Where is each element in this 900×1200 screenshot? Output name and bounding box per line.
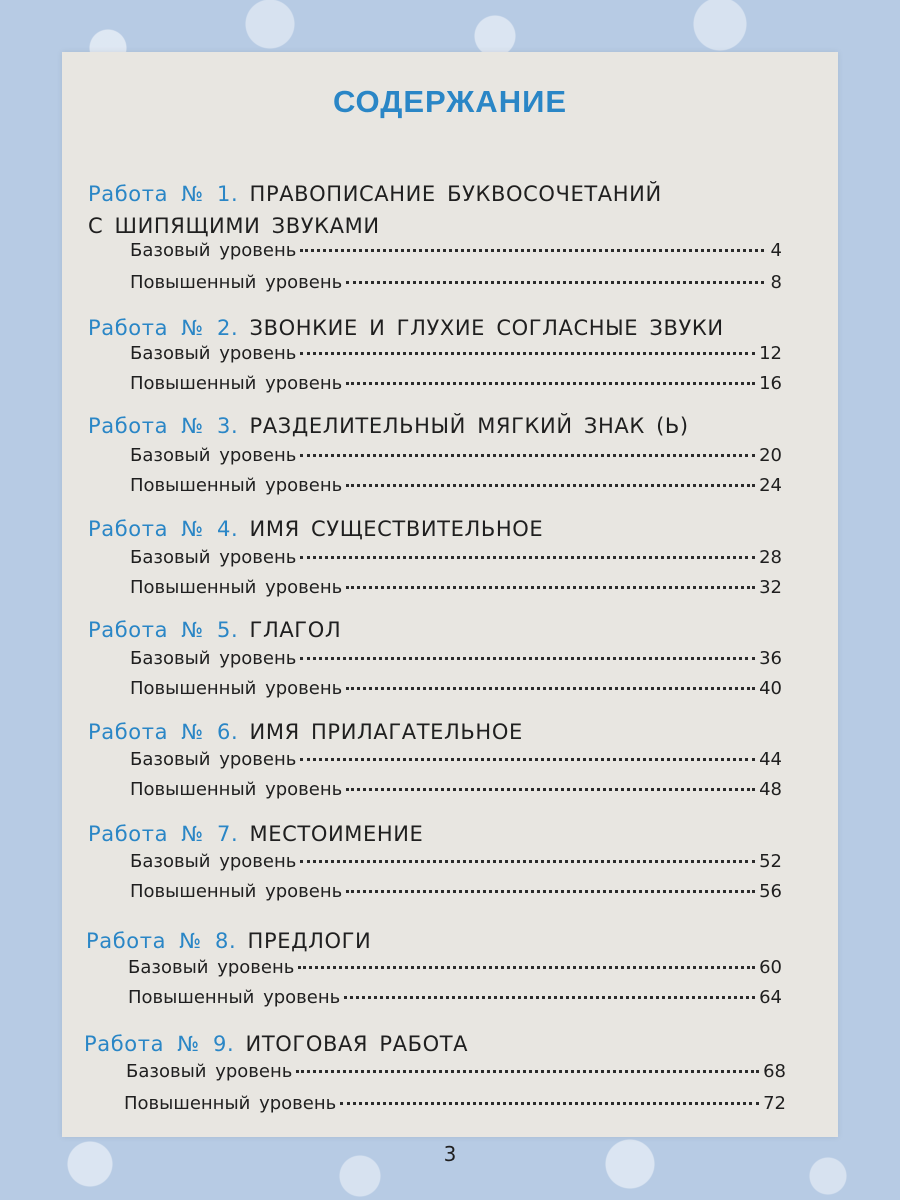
level-label: Повышенный уровень (130, 881, 343, 902)
page-number: 3 (443, 1142, 457, 1166)
toc-heading (84, 1028, 468, 1060)
level-label: Повышенный уровень (124, 1093, 337, 1114)
dot-leader (298, 966, 755, 969)
dot-leader (296, 1070, 759, 1073)
toc-row-advanced[interactable] (130, 373, 782, 403)
level-label: Повышенный уровень (130, 779, 343, 800)
page-ref: 40 (759, 678, 782, 699)
dot-leader (300, 249, 764, 252)
toc-heading (86, 925, 371, 957)
toc-row-advanced[interactable] (124, 1093, 786, 1123)
level-label: Базовый уровень (130, 445, 297, 466)
level-label: Базовый уровень (130, 240, 297, 261)
level-label: Базовый уровень (130, 648, 297, 669)
work-number: Работа № 5. (88, 618, 239, 642)
page-ref: 64 (759, 987, 782, 1008)
toc-heading (88, 410, 689, 442)
dot-leader (340, 1102, 759, 1105)
work-topic: ЗВОНКИЕ И ГЛУХИЕ СОГЛАСНЫЕ ЗВУКИ (249, 316, 724, 340)
toc-row-base[interactable] (126, 1061, 786, 1091)
toc-row-advanced[interactable] (130, 272, 782, 302)
dot-leader (344, 996, 755, 999)
work-topic: РАЗДЕЛИТЕЛЬНЫЙ МЯГКИЙ ЗНАК (Ь) (249, 414, 689, 438)
work-topic: ГЛАГОЛ (249, 618, 342, 642)
page-ref: 32 (759, 577, 782, 598)
work-topic: ИТОГОВАЯ РАБОТА (245, 1032, 469, 1056)
toc-row-advanced[interactable] (130, 678, 782, 708)
toc-row-advanced[interactable] (130, 779, 782, 809)
work-number: Работа № 7. (88, 822, 239, 846)
page-ref: 28 (759, 547, 782, 568)
page-ref: 56 (759, 881, 782, 902)
page-ref: 4 (770, 240, 782, 261)
dot-leader (346, 788, 755, 791)
page-ref: 12 (759, 343, 782, 364)
work-number: Работа № 9. (84, 1032, 235, 1056)
page-ref: 52 (759, 851, 782, 872)
toc-row-base[interactable] (130, 240, 782, 270)
toc-heading (88, 178, 662, 242)
level-label: Повышенный уровень (130, 475, 343, 496)
dot-leader (346, 281, 764, 284)
dot-leader (346, 586, 755, 589)
page-ref: 44 (759, 749, 782, 770)
work-number: Работа № 8. (86, 929, 237, 953)
page-ref: 68 (763, 1061, 786, 1082)
toc-row-base[interactable] (130, 547, 782, 577)
level-label: Повышенный уровень (130, 373, 343, 394)
page-title: СОДЕРЖАНИЕ (332, 84, 568, 119)
level-label: Базовый уровень (128, 957, 295, 978)
dot-leader (300, 758, 755, 761)
toc-row-base[interactable] (128, 957, 782, 987)
dot-leader (346, 382, 755, 385)
dot-leader (300, 352, 755, 355)
toc-row-base[interactable] (130, 343, 782, 373)
toc-row-base[interactable] (130, 851, 782, 881)
toc-row-base[interactable] (130, 648, 782, 678)
work-number: Работа № 3. (88, 414, 239, 438)
page-ref: 16 (759, 373, 782, 394)
level-label: Базовый уровень (126, 1061, 293, 1082)
work-number: Работа № 2. (88, 316, 239, 340)
dot-leader (300, 556, 755, 559)
page-ref: 8 (770, 272, 782, 293)
toc-row-base[interactable] (130, 445, 782, 475)
page-ref: 60 (759, 957, 782, 978)
dot-leader (346, 687, 755, 690)
dot-leader (300, 454, 755, 457)
page-ref: 36 (759, 648, 782, 669)
level-label: Повышенный уровень (128, 987, 341, 1008)
page-ref: 72 (763, 1093, 786, 1114)
level-label: Базовый уровень (130, 547, 297, 568)
work-topic: ИМЯ ПРИЛАГАТЕЛЬНОЕ (249, 720, 523, 744)
level-label: Базовый уровень (130, 343, 297, 364)
work-topic: ПРАВОПИСАНИЕ БУКВОСОЧЕТАНИЙ (249, 182, 662, 206)
toc-heading (88, 818, 423, 850)
page-ref: 24 (759, 475, 782, 496)
work-topic-continued: С ШИПЯЩИМИ ЗВУКАМИ (88, 214, 380, 238)
level-label: Базовый уровень (130, 749, 297, 770)
level-label: Базовый уровень (130, 851, 297, 872)
toc-row-advanced[interactable] (130, 475, 782, 505)
dot-leader (346, 890, 755, 893)
toc-row-advanced[interactable] (130, 577, 782, 607)
page-ref: 48 (759, 779, 782, 800)
page-ref: 20 (759, 445, 782, 466)
work-number: Работа № 4. (88, 517, 239, 541)
toc-row-advanced[interactable] (128, 987, 782, 1017)
toc-heading (88, 614, 341, 646)
toc-row-base[interactable] (130, 749, 782, 779)
dot-leader (300, 860, 755, 863)
level-label: Повышенный уровень (130, 272, 343, 293)
toc-heading (88, 513, 543, 545)
dot-leader (346, 484, 755, 487)
work-topic: ПРЕДЛОГИ (247, 929, 372, 953)
work-topic: МЕСТОИМЕНИЕ (249, 822, 424, 846)
work-topic: ИМЯ СУЩЕСТВИТЕЛЬНОЕ (249, 517, 544, 541)
dot-leader (300, 657, 755, 660)
toc-heading (88, 312, 724, 344)
level-label: Повышенный уровень (130, 577, 343, 598)
work-number: Работа № 6. (88, 720, 239, 744)
toc-heading (88, 716, 523, 748)
level-label: Повышенный уровень (130, 678, 343, 699)
toc-row-advanced[interactable] (130, 881, 782, 911)
work-number: Работа № 1. (88, 182, 239, 206)
